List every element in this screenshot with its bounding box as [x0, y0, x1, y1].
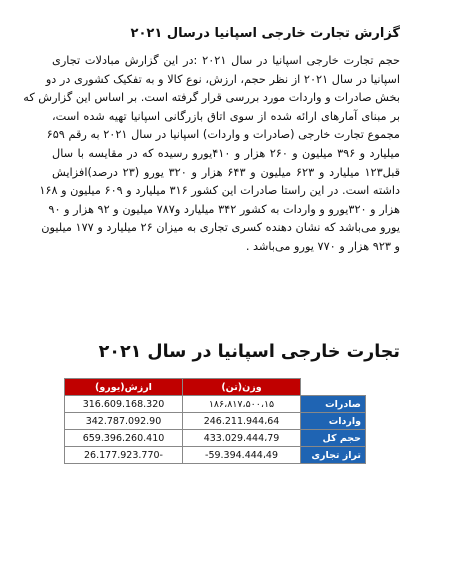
report-title: گزارش تجارت خارجی اسپانیا درسال ۲۰۲۱ [130, 26, 400, 41]
report-paragraph [23, 52, 401, 257]
table-row [65, 396, 366, 413]
paragraph-line: و ۹۲۳ هزار و ۷۷۰ یورو می‌باشد . [245, 239, 400, 253]
paragraph-line: بخش صادرات و واردات مورد بررسی قرار گرفته است. بر اساس این گزارش که [23, 91, 400, 105]
header-value: ارزش(یورو) [65, 379, 183, 396]
paragraph-line: مجموع تجارت خارجی (صادرات و واردات) اسپانیا در سال ۲۰۲۱ به رقم ۶۵۹ [46, 128, 400, 142]
header-corner [301, 379, 366, 396]
table-row [65, 430, 366, 447]
paragraph-line: هزار و ۳۲۰یورو و واردات به کشور ۳۴۲ میلیارد و۷۸۷ میلیون و ۹۲ هزار و ۹۰ [48, 202, 400, 216]
row-weight: 246.211.944،64 [183, 413, 301, 430]
paragraph-line: یورو می‌باشد که نشان دهنده کسری تجاری به میزان ۲۶ میلیارد و ۱۷۷ میلیون [41, 221, 400, 235]
row-value: 316.609.168.320 [65, 396, 183, 413]
table-title: تجارت خارجی اسپانیا در سال ۲۰۲۱ [98, 342, 400, 362]
row-weight: 59.394.444،49- [183, 447, 301, 464]
row-label: صادرات [301, 396, 366, 413]
trade-table [64, 378, 366, 464]
paragraph-line: قبل۱۲۳ میلیارد و ۶۲۳ میلیون و ۶۴۳ هزار و ۳۲۰ یورو (۲۳ درصد)افزایش [52, 165, 401, 179]
row-label: واردات [301, 413, 366, 430]
row-value: 342.787.092.90 [65, 413, 183, 430]
paragraph-line: بر مبنای آمارهای ارائه شده از سوی اتاق بازرگانی اسپانیا تهیه شده است، [52, 109, 400, 123]
paragraph-line: میلیارد و ۳۹۶ میلیون و ۲۶۰ هزار و ۴۱۰یورو رسیده که در مقایسه با سال [52, 146, 400, 160]
paragraph-line: حجم تجارت خارجی اسپانیا در سال ۲۰۲۱ :در این گزارش مبادلات تجاری [52, 54, 401, 67]
paragraph-line: اسپانیا در سال ۲۰۲۱ از نظر حجم، ارزش، نوع کالا و به تفکیک کشوری در دو [45, 72, 400, 86]
row-weight: 433.029.444،79 [183, 430, 301, 447]
row-weight: ۱۸۶،۸۱۷،۵۰۰،۱۵ [183, 396, 301, 413]
paragraph-line: داشته است. در این راستا صادرات این کشور ۳۱۶ میلیارد و ۶۰۹ میلیون و ۱۶۸ [39, 184, 400, 198]
table-row [65, 413, 366, 430]
row-value: 26.177.923.770- [65, 447, 183, 464]
row-label: تراز تجاری [301, 447, 366, 464]
table-header-row [65, 379, 366, 396]
row-value: 659.396.260.410 [65, 430, 183, 447]
table-row [65, 447, 366, 464]
header-weight: وزن(تن) [183, 379, 301, 396]
row-label: حجم کل [301, 430, 366, 447]
